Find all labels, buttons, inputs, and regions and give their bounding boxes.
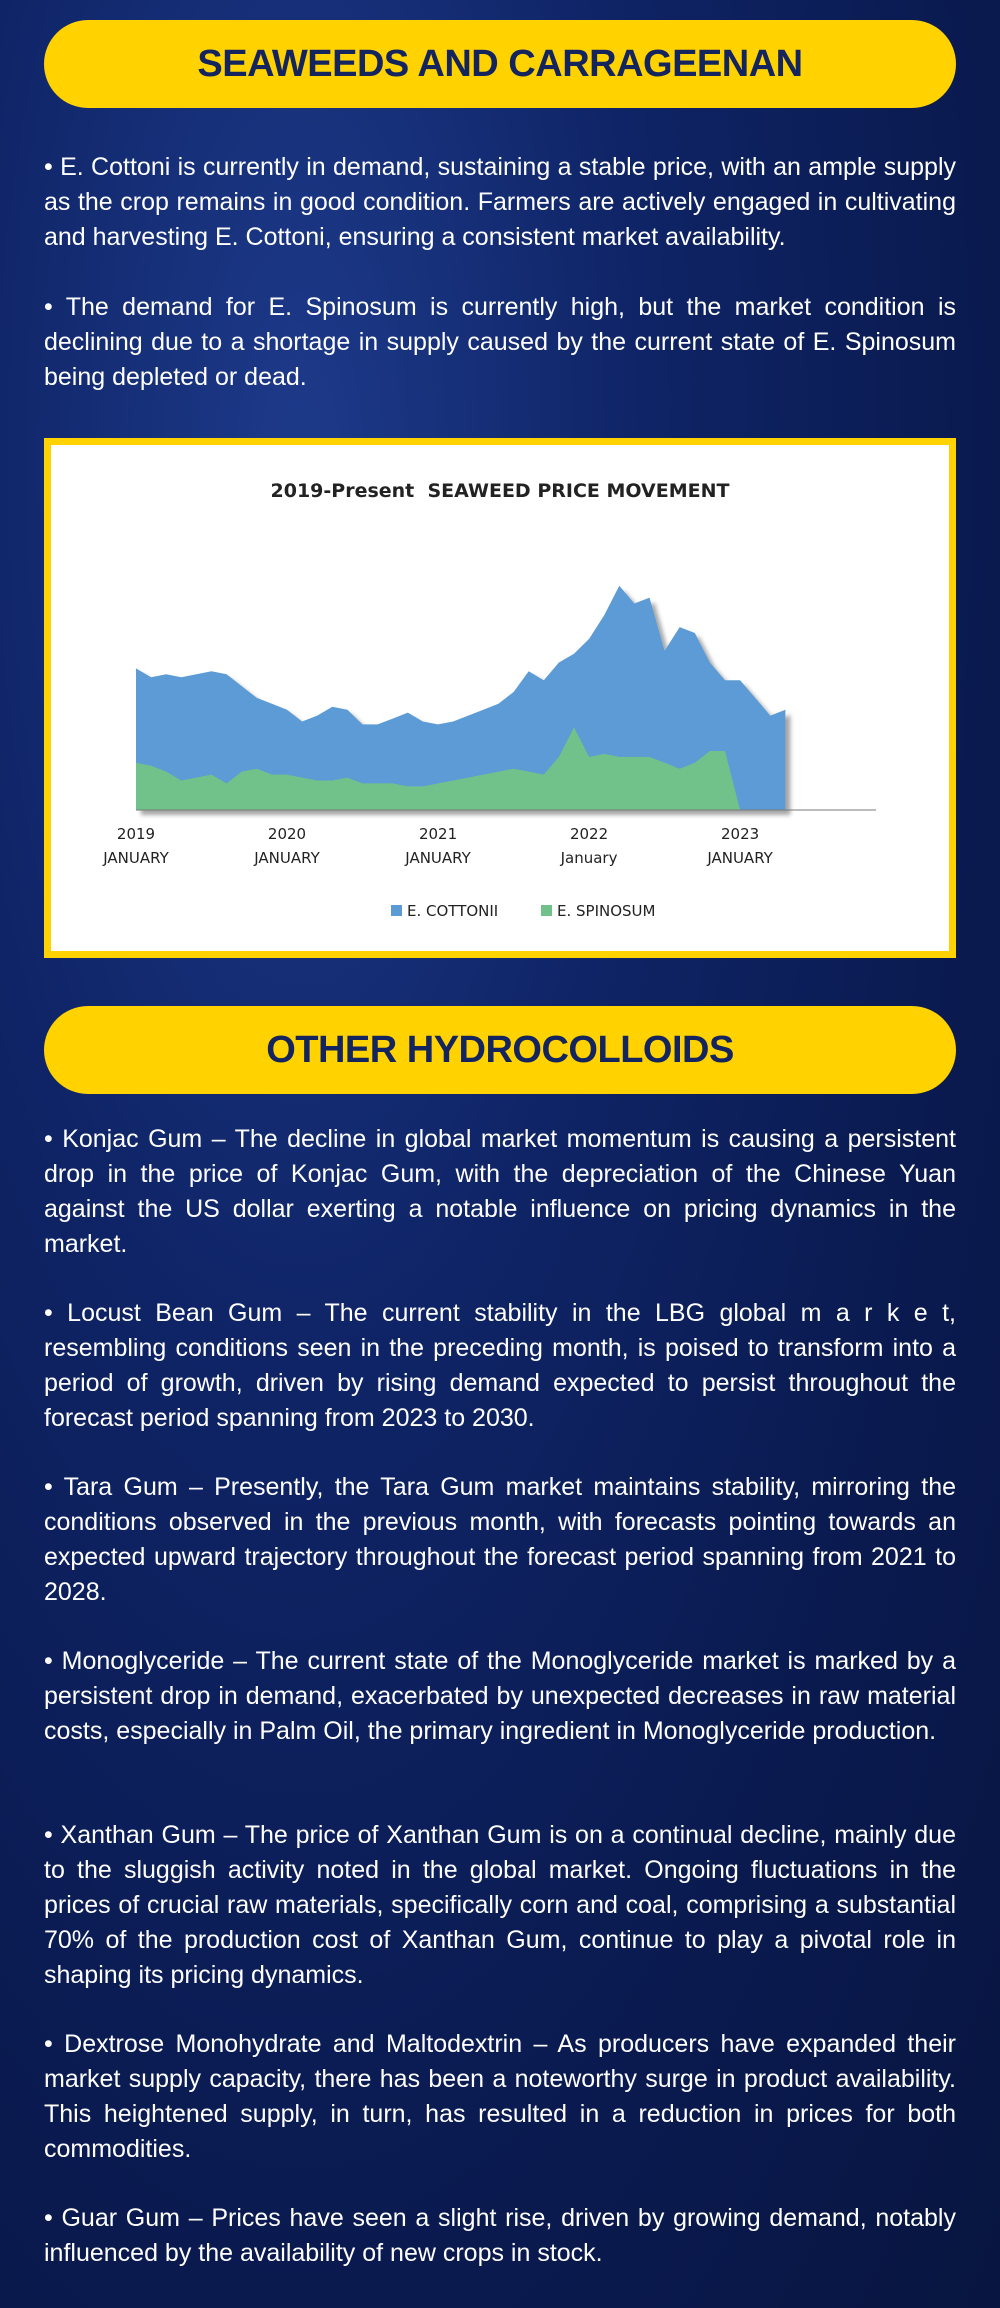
section-title: OTHER HYDROCOLLOIDS [266,1028,734,1071]
section-title: SEAWEEDS AND CARRAGEENAN [197,42,803,85]
section-banner-seaweeds [44,20,956,108]
chart-panel [51,445,949,951]
bullet-guar-gum: • Guar Gum – Prices have seen a slight rise, driven by growing demand, notably influenced by the availability of new crops in stock. [44,2204,956,2267]
bullet-locust-bean-gum: • Locust Bean Gum – The current stability in the LBG global m a r k e t, resembling conditions seen in the preceding month, is poised to transform into a period of growth, driven by rising demand expected to persist throughout the forecast period spanning from 2023 to 2030. [44,1299,956,1432]
x-tick-month: JANUARY [405,849,471,867]
chart-title: 2019-Present SEAWEED PRICE MOVEMENT [270,480,730,502]
x-tick-year: 2019 [116,825,156,843]
bullet-dextrose-maltodextrin: • Dextrose Monohydrate and Maltodextrin – As producers have expanded their market supply capacity, there has been a noteworthy surge in product availability. This heightened supply, in turn, has resulted in a reduction in prices for both commodities. [44,2030,956,2163]
bullet-tara-gum: • Tara Gum – Presently, the Tara Gum market maintains stability, mirroring the conditions observed in the previous month, with forecasts pointing towards an expected upward trajectory throughout the forecast period spanning from 2021 to 2028. [44,1473,956,1606]
x-tick-year: 2023 [720,825,760,843]
legend-label: E. COTTONII [407,902,499,920]
legend-label: E. SPINOSUM [557,902,656,920]
x-tick-year: 2020 [267,825,307,843]
x-tick-month: JANUARY [103,849,169,867]
x-tick-month: JANUARY [707,849,773,867]
bullet-konjac-gum: • Konjac Gum – The decline in global market momentum is causing a persistent drop in the price of Konjac Gum, with the depreciation of the Chinese Yuan against the US dollar exerting a notable influence on pricing dynamics in the market. [44,1125,956,1258]
x-tick-year: 2021 [418,825,458,843]
x-tick-month: JANUARY [254,849,320,867]
legend-swatch [541,905,552,916]
x-tick-month: January [560,849,618,867]
chart-frame [44,438,956,958]
bullet-e-spinosum: • The demand for E. Spinosum is currently high, but the market condition is declining due to a shortage in supply caused by the current state of E. Spinosum being depleted or dead. [44,293,956,391]
section-banner-hydrocolloids [44,1006,956,1094]
bullet-xanthan-gum: • Xanthan Gum – The price of Xanthan Gum is on a continual decline, mainly due to the sluggish activity noted in the global market. Ongoing fluctuations in the prices of crucial raw materials, specifically corn and coal, comprising a substantial 70% of the production cost of Xanthan Gum, continue to play a pivotal role in shaping its pricing dynamics. [44,1821,956,1989]
bullet-monoglyceride: • Monoglyceride – The current state of the Monoglyceride market is marked by a persistent drop in demand, exacerbated by unexpected decreases in raw material costs, especially in Palm Oil, the primary ingredient in Monoglyceride production. [44,1647,956,1745]
x-tick-year: 2022 [569,825,609,843]
bullet-e-cottoni: • E. Cottoni is currently in demand, sustaining a stable price, with an ample supply as the crop remains in good condition. Farmers are actively engaged in cultivating and harvesting E. Cottoni, ensuring a consistent market availability. [44,153,956,251]
legend-swatch [391,905,402,916]
seaweed-price-chart [51,445,949,951]
